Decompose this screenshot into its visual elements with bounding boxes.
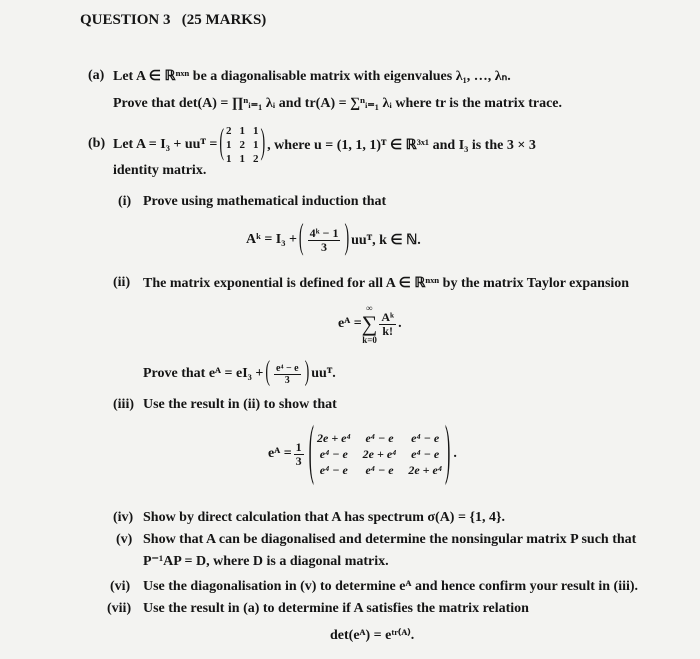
part-a-line2: Prove that det(A) = ∏ⁿᵢ₌₁ λᵢ and tr(A) = ∑ⁿᵢ₌₁ λᵢ where tr is the matrix trace.: [113, 96, 563, 111]
left-paren: (: [308, 416, 314, 488]
matrix-cell: 1: [253, 139, 259, 151]
part-iv-label: (iv): [113, 510, 134, 525]
matrix-cell: 1: [239, 125, 245, 137]
eq-lhs: Aᵏ = I₃ +: [246, 232, 297, 247]
part-ii-text: The matrix exponential is defined for all A ∈ ℝⁿˣⁿ by the matrix Taylor expansion: [143, 276, 630, 291]
fraction: [294, 441, 304, 468]
part-vii-equation: det(eᴬ) = eᵗʳ⁽ᴬ⁾.: [330, 628, 415, 643]
denominator: k!: [382, 323, 394, 338]
matrix-cell: e⁴ − e: [319, 447, 348, 461]
right-paren: ): [445, 416, 451, 488]
eq-end: .: [453, 446, 457, 461]
matrix-cell: 2: [239, 139, 245, 151]
part-v-line1: Show that A can be diagonalised and determine the nonsingular matrix P such that: [143, 532, 637, 547]
numerator: 1: [295, 439, 302, 454]
matrix-cell: 2: [226, 125, 232, 137]
denominator: 3: [284, 374, 290, 386]
part-b-rhs: , where u = (1, 1, 1)ᵀ ∈ ℝ³ˣ¹ and I₃ is the 3 × 3: [267, 137, 536, 153]
matrix-cell: 2e + e⁴: [408, 463, 443, 477]
part-iii-text: Use the result in (ii) to show that: [143, 397, 337, 412]
part-ii-label: (ii): [113, 275, 131, 290]
numerator: 4ᵏ − 1: [309, 225, 339, 240]
part-i-text: Prove using mathematical induction that: [143, 194, 387, 209]
numerator: e⁴ − e: [276, 362, 299, 374]
right-paren: ): [304, 358, 310, 388]
matrix-exponential: [317, 430, 442, 478]
matrix-cell: 2: [253, 153, 259, 165]
sum-lower: k=0: [362, 335, 377, 345]
left-paren: (: [265, 358, 271, 388]
numerator: Aᵏ: [381, 309, 395, 324]
matrix-cell: 2e + e⁴: [362, 447, 397, 461]
summation: [362, 303, 378, 345]
question-number: QUESTION 3: [80, 12, 171, 28]
part-v-line2: P⁻¹AP = D, where D is a diagonal matrix.: [143, 554, 389, 569]
part-iii-label: (iii): [113, 397, 134, 412]
part-vii-label: (vii): [107, 601, 132, 616]
part-iv-text: Show by direct calculation that A has spectrum σ(A) = {1, 4}.: [143, 510, 505, 525]
eq-lhs: eᴬ =: [338, 316, 362, 331]
matrix-cell: 1: [253, 125, 259, 137]
matrix-a: [226, 124, 259, 166]
part-vi-text: Use the diagonalisation in (v) to determine eᴬ and hence confirm your result in (iii).: [143, 579, 639, 594]
right-paren: ): [260, 124, 266, 164]
part-ii-prove: [143, 358, 336, 390]
fraction: [274, 363, 301, 386]
part-vii-text: Use the result in (a) to determine if A satisfies the matrix relation: [143, 601, 529, 616]
eq-rhs: uuᵀ, k ∈ ℕ.: [351, 232, 421, 248]
right-paren: ): [344, 219, 350, 259]
matrix-cell: 1: [226, 153, 232, 165]
part-a-label: (a): [88, 68, 105, 83]
matrix-cell: 1: [239, 153, 245, 165]
matrix-cell: e⁴ − e: [411, 447, 440, 461]
part-b-line2: identity matrix.: [113, 163, 207, 178]
eq-lhs: eᴬ =: [268, 446, 292, 461]
sum-symbol: ∑: [361, 311, 378, 336]
part-b-equation: [113, 122, 536, 168]
left-paren: (: [219, 124, 224, 164]
matrix-cell: 2e + e⁴: [317, 431, 351, 445]
part-vi-label: (vi): [110, 579, 131, 594]
eq-end: .: [398, 316, 402, 331]
denominator: 3: [321, 239, 328, 254]
matrix-cell: 1: [226, 139, 232, 151]
matrix-cell: e⁴ − e: [365, 431, 394, 445]
part-i-label: (i): [118, 194, 132, 209]
fraction: [308, 227, 341, 254]
part-v-label: (v): [116, 532, 133, 547]
fraction: [379, 311, 396, 338]
question-marks: (25 MARKS): [181, 12, 267, 28]
taylor-expansion: [338, 302, 402, 346]
part-a-line1: Let A ∈ ℝⁿˣⁿ be a diagonalisable matrix with eigenvalues λ₁, …, λₙ.: [113, 69, 511, 84]
part-b-lhs: Let A = I₃ + uuᵀ =: [113, 137, 218, 152]
part-b-label: (b): [88, 136, 106, 151]
question-header: [80, 12, 266, 29]
eq-rhs: uuᵀ.: [311, 366, 336, 381]
matrix-cell: e⁴ − e: [319, 463, 348, 477]
matrix-cell: e⁴ − e: [411, 431, 440, 445]
eq-lhs: Prove that eᴬ = eI₃ +: [143, 366, 264, 381]
part-i-equation: [246, 219, 421, 259]
matrix-cell: e⁴ − e: [365, 463, 394, 477]
left-paren: (: [298, 219, 304, 259]
sum-upper: ∞: [366, 303, 373, 313]
denominator: 3: [295, 453, 302, 468]
part-iii-equation: [268, 416, 457, 488]
